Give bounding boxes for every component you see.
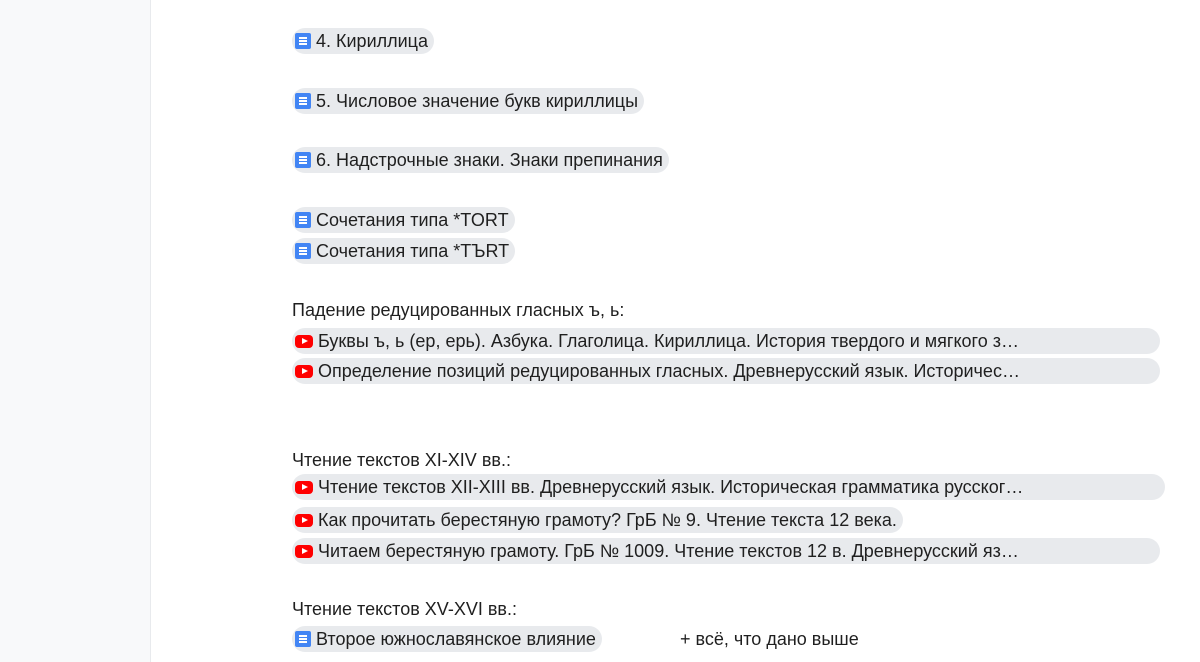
youtube-link-reading-xii-xiii[interactable] — [292, 474, 1165, 500]
chip-label: Буквы ъ, ь (ер, ерь). Азбука. Глаголица. Кириллица. История твердого и мягкого з… — [318, 331, 1019, 351]
chip-label: Чтение текстов XII-XIII вв. Древнерусский язык. Историческая грамматика русског… — [318, 477, 1024, 497]
youtube-icon — [295, 514, 313, 527]
chip-label: Сочетания типа *TORT — [316, 210, 509, 230]
section-heading-xv-xvi: Чтение текстов XV-XVI вв.: — [292, 599, 517, 619]
doc-link-second-south-slavic[interactable] — [292, 626, 602, 652]
doc-link-kirillitsa[interactable] — [292, 28, 434, 54]
youtube-link-reduced-positions[interactable] — [292, 358, 1160, 384]
google-docs-icon — [295, 212, 311, 228]
section-heading-xi-xiv: Чтение текстов XI-XIV вв.: — [292, 450, 511, 470]
chip-label: Сочетания типа *TЪRT — [316, 241, 510, 261]
google-docs-icon — [295, 33, 311, 49]
note-text: + всё, что дано выше — [680, 629, 859, 649]
google-docs-icon — [295, 243, 311, 259]
section-heading-reduced-vowels: Падение редуцированных гласных ъ, ь: — [292, 300, 625, 320]
chip-label: Читаем берестяную грамоту. ГрБ № 1009. Чтение текстов 12 в. Древнерусский яз… — [318, 541, 1019, 561]
chip-label: 4. Кириллица — [316, 31, 428, 51]
google-docs-icon — [295, 93, 311, 109]
youtube-icon — [295, 545, 313, 558]
chip-label: Второе южнославянское влияние — [316, 629, 596, 649]
youtube-link-letters-er[interactable] — [292, 328, 1160, 354]
google-docs-icon — [295, 152, 311, 168]
youtube-link-birchbark-1009[interactable] — [292, 538, 1160, 564]
chip-label: 5. Числовое значение букв кириллицы — [316, 91, 639, 111]
chip-label: 6. Надстрочные знаки. Знаки препинания — [316, 150, 663, 170]
google-docs-icon — [295, 631, 311, 647]
youtube-link-birchbark-9[interactable] — [292, 507, 903, 533]
doc-link-tort[interactable] — [292, 207, 515, 233]
chip-label: Как прочитать берестяную грамоту? ГрБ № 9. Чтение текста 12 века. — [318, 510, 897, 530]
doc-link-tyrt[interactable] — [292, 238, 515, 264]
chip-label: Определение позиций редуцированных гласных. Древнерусский язык. Историчес… — [318, 361, 1020, 381]
doc-link-superscript-signs[interactable] — [292, 147, 669, 173]
youtube-icon — [295, 335, 313, 348]
youtube-icon — [295, 481, 313, 494]
doc-link-numeric-values[interactable] — [292, 88, 644, 114]
youtube-icon — [295, 365, 313, 378]
